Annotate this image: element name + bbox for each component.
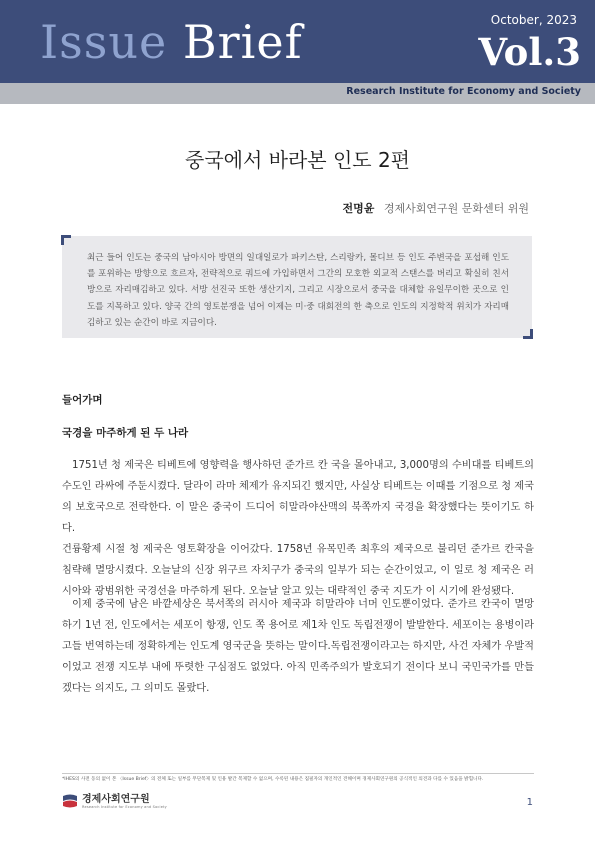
body-paragraph-2: 건륭황제 시절 청 제국은 영토확장을 이어갔다. 1758년 유목민족 최후의 제국으로 불리던 준가르 칸국을 침략해 멸망시켰다. 오늘날의 신장 위구르 자치구가 중국의 일부가 되는 순간이었고, 이 일로 청 제국은 러시아와 광범위한 국경선을 마주하게 된다. 오늘날 알고 있는 대략적인 중국 지도가 이 시기에 완성됐다. [62, 544, 534, 597]
author-name: 전명윤 [342, 202, 375, 215]
copyright-footnote: *IHES의 사전 동의 없이 본 〈Issue Brief〉의 전체 또는 일부를 무단복제 및 인용 발간 복제할 수 없으며, 수록된 내용은 집필자의 개인적인 견해이며 경제사회연구원의 공식적인 의견과 다를 수 있음을 밝힙니다. [62, 777, 484, 782]
institute-name: Research Institute for Economy and Society [346, 86, 581, 97]
institute-emblem-icon [62, 793, 78, 809]
subsection-heading: 국경을 마주하게 된 두 나라 [62, 427, 189, 439]
summary-box [62, 236, 532, 338]
brand-word-brief: Brief [182, 15, 303, 69]
author-line [342, 200, 529, 216]
body-paragraph-1: 1751년 청 제국은 티베트에 영향력을 행사하던 준가르 칸 국을 몰아내고, 3,000명의 수비대를 티베트의 수도인 라싸에 주둔시켰다. 달라이 라마 체제가 유지되긴 했지만, 사실상 티베트는 이때를 기점으로 청 제국의 보호국으로 전락한다. 이 말은 중국이 드디어 히말라야산맥의 북쪽까지 국경을 확장했다는 뜻이기도 하다. [62, 460, 534, 534]
brand-word-issue: Issue [40, 15, 168, 69]
page-number: 1 [526, 797, 533, 808]
body-block-2 [62, 594, 534, 699]
volume-number: Vol.3 [478, 30, 581, 74]
section-heading-intro: 들어가며 [62, 394, 103, 406]
bracket-corner-bottom-right [523, 329, 533, 339]
logo-subtext: Research Institute for Economy and Society [82, 804, 167, 809]
bracket-corner-top-left [61, 235, 71, 245]
institute-logo [62, 793, 167, 809]
author-affiliation: 경제사회연구원 문화센터 위원 [383, 202, 529, 215]
article-title: 중국에서 바라본 인도 2편 [185, 148, 410, 172]
issue-brief-logo [40, 14, 303, 70]
header-banner [0, 0, 595, 83]
summary-text: 최근 들어 인도는 중국의 남아시아 방면의 일대일로가 파키스탄, 스리랑카, 몰디브 등 인도 주변국을 포섭해 인도를 포위하는 방향으로 흐르자, 전략적으로 쿼드에 가입하면서 그간의 모호한 외교적 스탠스를 버리고 확실히 친서방으로 자리매김하고 있다. 서방 선진국 또한 생산기지, 그리고 시장으로서 중국을 대체할 유일무이한 곳으로 인도를 지목하고 있다. 양국 간의 영토분쟁을 넘어 이제는 미·중 대회전의 한 축으로 인도의 지정학적 위치가 자리매김하고 있는 순간이 바로 지금이다. [87, 253, 509, 328]
body-block-1 [62, 455, 534, 602]
footer-divider [62, 773, 534, 774]
logo-text: 경제사회연구원 [82, 793, 150, 805]
issue-date: October, 2023 [490, 13, 577, 27]
body-paragraph-3: 이제 중국에 남은 바깥세상은 북서쪽의 러시아 제국과 히말라야 너머 인도뿐이었다. 준가르 칸국이 멸망하기 1년 전, 인도에서는 세포이 항쟁, 인도 쪽 용어로 제1차 인도 독립전쟁이 발발한다. 세포이는 용병이라고들 번역하는데 정확하게는 인도계 영국군을 뜻하는 말이다.독립전쟁이라고는 하지만, 사건 자체가 우발적이었고 전쟁 지도부 내에 뚜렷한 구심점도 없었다. 아직 민족주의가 발호되기 전이다 보니 국민국가를 만들겠다는 의지도, 그 의미도 몰랐다. [62, 599, 534, 694]
